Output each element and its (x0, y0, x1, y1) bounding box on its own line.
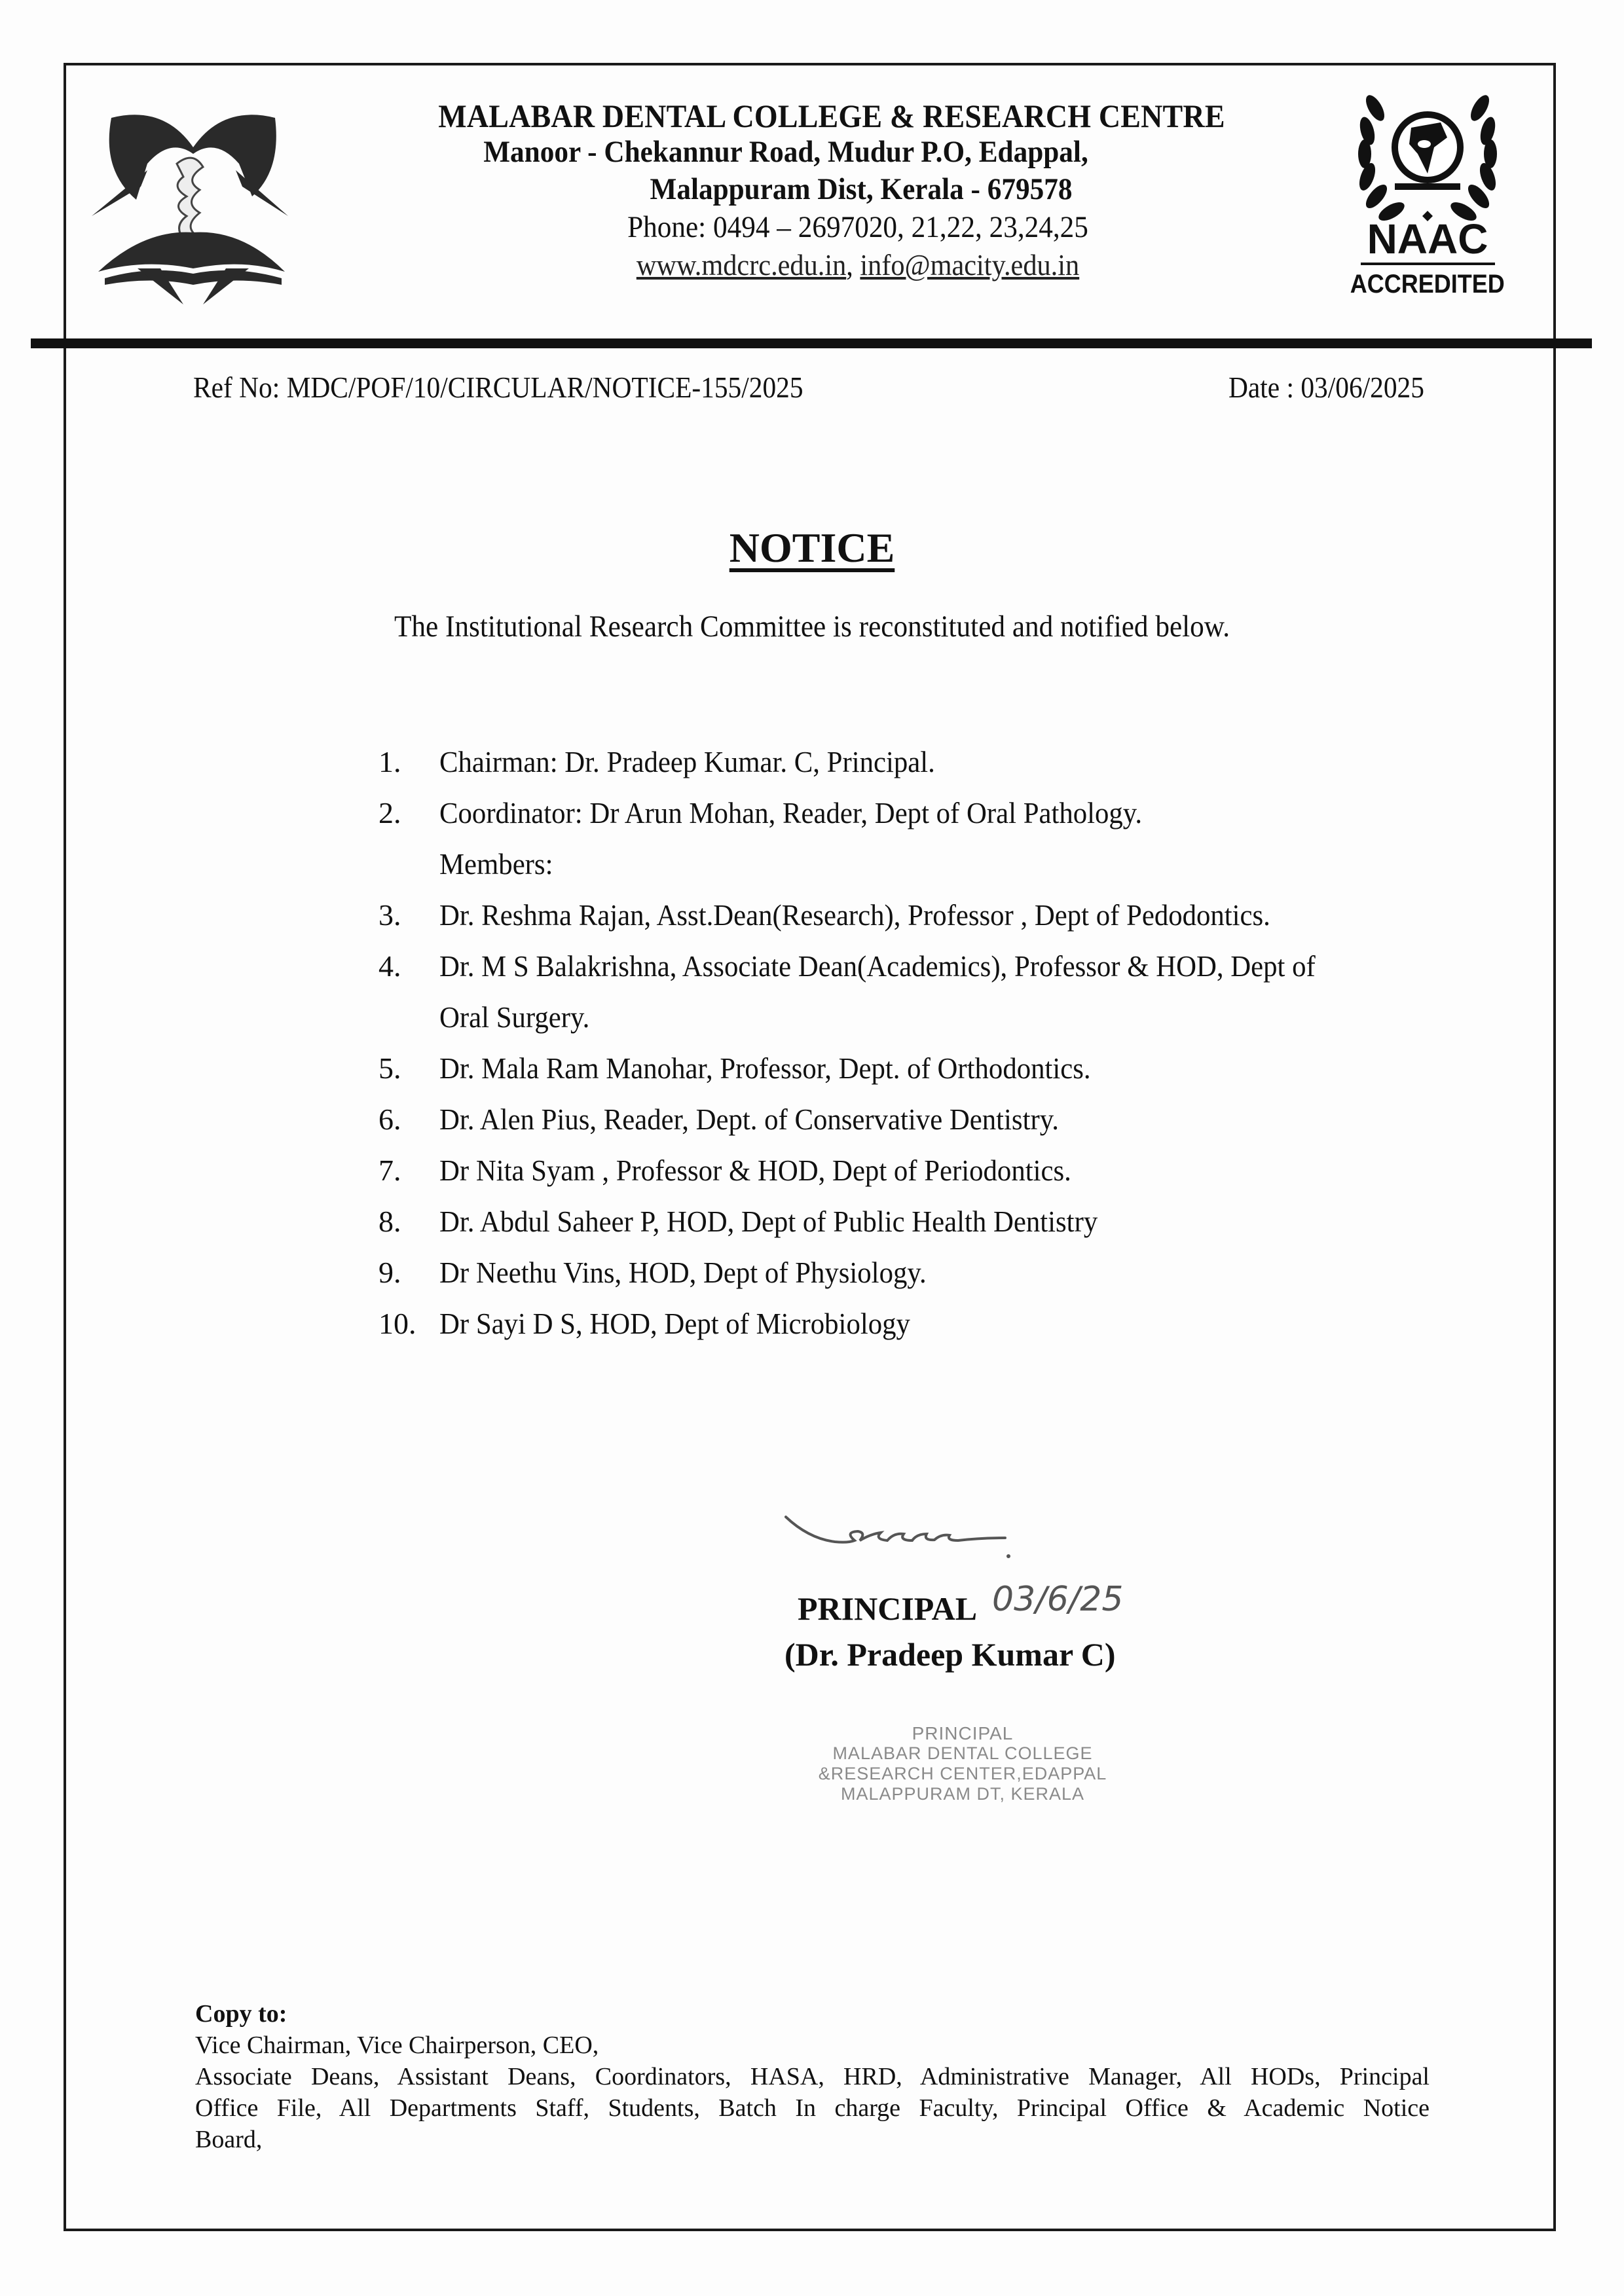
item-text: Dr. Alen Pius, Reader, Dept. of Conservative Dentistry. (439, 1102, 1060, 1136)
item-number: 3. (378, 898, 401, 932)
list-item (378, 795, 1466, 847)
list-item-continuation (378, 1000, 1466, 1051)
naac-accredited-label: ACCREDITED (1350, 270, 1505, 299)
copy-to-line-3: Office File, All Departments Staff, Students, Batch In charge Faculty, Principal Office & Academic Notice (195, 2094, 1430, 2122)
stamp-line-2: MALABAR DENTAL COLLEGE (832, 1743, 1093, 1763)
item-number: 8. (378, 1205, 401, 1238)
handwritten-date-text: 03/6/25 (992, 1580, 1124, 1619)
item-text: Dr. M S Balakrishna, Associate Dean(Academics), Professor & HOD, Dept of (439, 949, 1316, 983)
committee-list (378, 744, 1466, 1357)
notice-title: NOTICE (729, 524, 895, 571)
copy-to-line-2: Associate Deans, Assistant Deans, Coordinators, HASA, HRD, Administrative Manager, All HODs, Principal (195, 2063, 1430, 2090)
copy-to-line-1: Vice Chairman, Vice Chairperson, CEO, (195, 2032, 599, 2059)
copy-to-label: Copy to: (195, 2000, 287, 2028)
link-separator: , (846, 248, 853, 282)
handwritten-date (986, 1571, 1162, 1630)
reference-number: Ref No: MDC/POF/10/CIRCULAR/NOTICE-155/2025 (193, 371, 803, 404)
naac-laurel-emblem (1349, 82, 1506, 304)
office-stamp (779, 1723, 1146, 1804)
handwritten-signature (783, 1509, 1058, 1561)
item-text: Dr Sayi D S, HOD, Dept of Microbiology (439, 1307, 910, 1340)
website-link[interactable]: www.mdcrc.edu.in (636, 248, 847, 282)
copy-to-section (195, 1998, 1430, 2155)
members-subheading (378, 847, 1466, 898)
contact-links (418, 247, 1297, 282)
list-item (378, 1102, 1466, 1153)
item-text: Dr Neethu Vins, HOD, Dept of Physiology. (439, 1256, 927, 1289)
item-text: Oral Surgery. (439, 1000, 590, 1034)
list-item (378, 1306, 1466, 1357)
address-line-2: Malappuram Dist, Kerala - 679578 (650, 172, 1073, 206)
item-text: Coordinator: Dr Arun Mohan, Reader, Dept of Oral Pathology. (439, 796, 1143, 829)
list-item (378, 1051, 1466, 1102)
institution-name: MALABAR DENTAL COLLEGE & RESEARCH CENTRE (438, 98, 1225, 134)
stamp-line-3: &RESEARCH CENTER,EDAPPAL (818, 1764, 1107, 1783)
item-number: 9. (378, 1256, 401, 1289)
item-text: Members: (439, 847, 553, 881)
list-item (378, 1153, 1466, 1204)
item-number: 6. (378, 1102, 401, 1136)
list-item (378, 949, 1466, 1000)
item-text: Chairman: Dr. Pradeep Kumar. C, Principal. (439, 745, 935, 778)
item-text: Dr. Mala Ram Manohar, Professor, Dept. of Orthodontics. (439, 1051, 1091, 1085)
phone-numbers: Phone: 0494 – 2697020, 21,22, 23,24,25 (627, 210, 1088, 244)
item-text: Dr. Abdul Saheer P, HOD, Dept of Public Health Dentistry (439, 1205, 1098, 1238)
list-item (378, 898, 1466, 949)
copy-to-line-4: Board, (195, 2126, 263, 2153)
item-number: 1. (378, 745, 401, 778)
naac-wordmark: NAAC (1367, 215, 1488, 263)
notice-intro: The Institutional Research Committee is reconstituted and notified below. (394, 610, 1230, 644)
notice-heading (0, 524, 1624, 572)
item-number: 5. (378, 1051, 401, 1085)
list-item (378, 744, 1466, 795)
item-text: Dr Nita Syam , Professor & HOD, Dept of Periodontics. (439, 1154, 1071, 1187)
stamp-line-1: PRINCIPAL (912, 1723, 1014, 1743)
list-item (378, 1255, 1466, 1306)
email-link[interactable]: info@macity.edu.in (860, 248, 1080, 282)
signatory-designation: PRINCIPAL (798, 1590, 978, 1627)
item-number: 2. (378, 796, 401, 829)
item-number: 7. (378, 1154, 401, 1187)
list-item (378, 1204, 1466, 1255)
item-number: 10. (378, 1307, 416, 1340)
signatory-name: (Dr. Pradeep Kumar C) (784, 1636, 1116, 1673)
college-crest-logo (85, 98, 295, 308)
stamp-line-4: MALAPPURAM DT, KERALA (840, 1784, 1085, 1804)
item-text: Dr. Reshma Rajan, Asst.Dean(Research), Professor , Dept of Pedodontics. (439, 898, 1270, 932)
notice-date: Date : 03/06/2025 (1228, 371, 1424, 404)
item-number: 4. (378, 949, 401, 983)
header-divider (31, 338, 1592, 348)
address-line-1: Manoor - Chekannur Road, Mudur P.O, Edappal, (483, 135, 1088, 169)
